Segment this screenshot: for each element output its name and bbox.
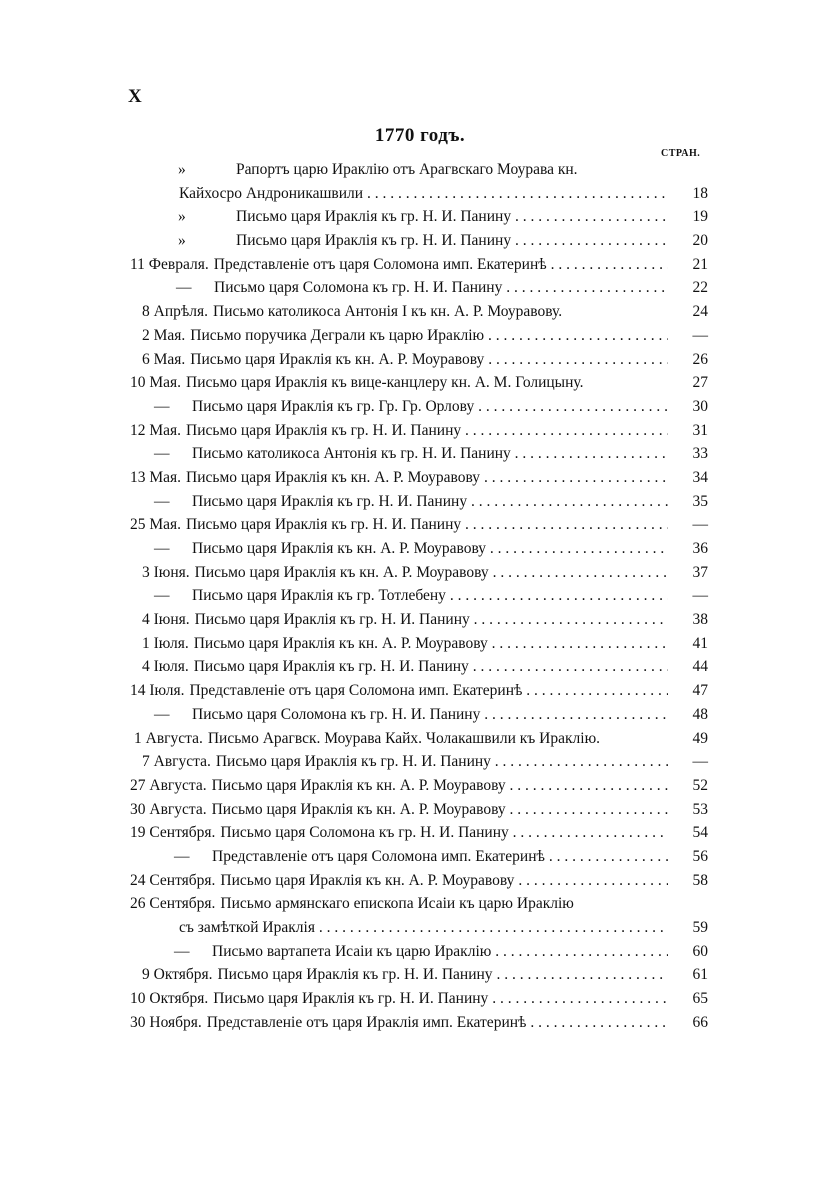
toc-row xyxy=(130,821,708,845)
entry-date: 10 Мая. xyxy=(130,374,182,392)
entry-page: — xyxy=(692,587,708,605)
toc-row xyxy=(130,395,708,419)
entry-page: 21 xyxy=(692,255,708,273)
entry-date: 30 Августа. xyxy=(130,800,207,818)
toc-row xyxy=(130,513,708,537)
entry-date: — xyxy=(154,445,170,463)
entry-date: 7 Августа. xyxy=(142,753,211,771)
toc-row xyxy=(130,490,708,514)
entry-title: Письмо католикоса Антонія къ гр. Н. И. Панину . . . xyxy=(192,442,668,466)
toc-row xyxy=(130,845,708,869)
entry-page: — xyxy=(692,516,708,534)
entry-date: 4 Іюля. xyxy=(142,658,189,676)
entry-page: 35 xyxy=(692,492,708,510)
toc-row xyxy=(130,703,708,727)
entry-date: 12 Мая. xyxy=(130,421,182,439)
entry-date: 6 Мая. xyxy=(142,350,186,368)
entry-date: — xyxy=(154,705,170,723)
entry-page: 38 xyxy=(692,611,708,629)
entry-page: 53 xyxy=(692,800,708,818)
year-heading: 1770 годъ. xyxy=(374,125,466,146)
entry-page: 66 xyxy=(692,1013,708,1031)
entry-date: 30 Ноября. xyxy=(130,1013,202,1031)
toc-row xyxy=(130,750,708,774)
entry-date: 26 Сентября. xyxy=(130,895,216,913)
toc-row xyxy=(130,798,708,822)
entry-title: Письмо царя Ираклія къ кн. А. Р. Моуравову . . . xyxy=(194,632,668,656)
entry-title: Представленіе отъ царя Ираклія имп. Екатеринѣ . . . xyxy=(207,1011,668,1035)
entry-title: Письмо царя Ираклія къ кн. А. Р. Моуравову . . . xyxy=(212,774,668,798)
entry-title: Письмо царя Ираклія къ кн. А. Р. Моуравову . . . xyxy=(186,466,668,490)
entry-date: 13 Мая. xyxy=(130,468,182,486)
entry-date: 1 Іюля. xyxy=(142,634,189,652)
entry-title: Письмо католикоса Антонія I къ кн. А. Р. Моуравову. xyxy=(213,303,563,321)
toc-row xyxy=(130,419,708,443)
entry-date: 8 Апрѣля. xyxy=(142,303,209,321)
entry-title: съ замѣткой Ираклія . . . xyxy=(179,916,668,940)
toc-row xyxy=(130,892,708,916)
toc-row xyxy=(130,869,708,893)
entry-title: Письмо царя Ираклія къ гр. Тотлебену . . . xyxy=(192,584,668,608)
entry-date: 9 Октября. xyxy=(142,966,213,984)
entry-title: Письмо царя Соломона къ гр. Н. И. Панину . . . xyxy=(220,821,668,845)
entry-page: 34 xyxy=(692,468,708,486)
entry-date: 19 Сентября. xyxy=(130,824,216,842)
entry-page: 27 xyxy=(692,374,708,392)
toc-row xyxy=(130,158,708,182)
entry-page: 52 xyxy=(692,776,708,794)
entry-page: 22 xyxy=(692,279,708,297)
entry-page: 58 xyxy=(692,871,708,889)
entry-page: 18 xyxy=(692,184,708,202)
entry-title: Письмо царя Соломона къ гр. Н. И. Панину . . . xyxy=(192,703,668,727)
toc-row xyxy=(130,466,708,490)
toc-row xyxy=(130,632,708,656)
entry-page: 41 xyxy=(692,634,708,652)
entry-title: Письмо вартапета Исаіи къ царю Ираклію . . . xyxy=(212,940,668,964)
entry-title: Письмо царя Ираклія къ кн. А. Р. Моуравову . . . xyxy=(212,798,668,822)
toc-row xyxy=(130,774,708,798)
entry-title: Рапортъ царю Ираклію отъ Арагвскаго Моурава кн. xyxy=(236,161,578,178)
entry-page: 44 xyxy=(692,658,708,676)
entry-page: 33 xyxy=(692,445,708,463)
entry-title: Письмо царя Соломона къ гр. Н. И. Панину . . . xyxy=(214,276,668,300)
entry-title: Письмо царя Ираклія къ гр. Н. И. Панину . . . xyxy=(213,987,668,1011)
entry-title: Письмо царя Ираклія къ гр. Н. И. Панину . . . xyxy=(186,419,668,443)
entry-page: 26 xyxy=(692,350,708,368)
entry-title: Письмо царя Ираклія къ гр. Н. И. Панину . . . xyxy=(192,490,668,514)
entry-page: 54 xyxy=(692,824,708,842)
entry-title: Кайхосро Андроникашвили . . . xyxy=(179,182,668,206)
entry-page: 48 xyxy=(692,705,708,723)
entry-title: Письмо царя Ираклія къ гр. Н. И. Панину . . . xyxy=(216,750,668,774)
toc-row xyxy=(130,584,708,608)
entry-date: 24 Сентября. xyxy=(130,871,216,889)
toc-row xyxy=(130,987,708,1011)
toc-row xyxy=(130,300,708,324)
entry-title: Письмо поручика Деграли къ царю Ираклію . . . xyxy=(190,324,668,348)
entry-date: — xyxy=(154,587,170,605)
entry-title: Письмо армянскаго епископа Исаіи къ царю Ираклію xyxy=(220,895,574,913)
toc-row xyxy=(130,655,708,679)
entry-title: Представленіе отъ царя Соломона имп. Екатеринѣ . . . xyxy=(214,253,668,277)
toc-row xyxy=(130,253,708,277)
entry-page: 49 xyxy=(692,729,708,747)
toc-row xyxy=(130,1011,708,1035)
entry-page: 56 xyxy=(692,847,708,865)
entry-title: Письмо Арагвск. Моурава Кайх. Чолакашвили къ Ираклію. xyxy=(207,729,601,747)
entry-page: 37 xyxy=(692,563,708,581)
table-of-contents xyxy=(130,158,708,1034)
toc-row xyxy=(130,679,708,703)
entry-date: — xyxy=(176,279,192,297)
entry-title: Представленіе отъ царя Соломона имп. Екатеринѣ . . . xyxy=(212,845,668,869)
entry-date: » xyxy=(178,161,186,178)
entry-page: 19 xyxy=(692,208,708,226)
entry-date: 1 Августа. xyxy=(134,729,203,747)
entry-title: Письмо царя Ираклія къ гр. Н. И. Панину . . . xyxy=(236,229,668,253)
toc-row xyxy=(130,324,708,348)
entry-page: 59 xyxy=(692,919,708,936)
toc-row xyxy=(130,940,708,964)
entry-date: 11 Февраля. xyxy=(130,255,209,273)
entry-date: — xyxy=(154,492,170,510)
entry-page: 31 xyxy=(692,421,708,439)
entry-page: 61 xyxy=(692,966,708,984)
entry-page: 60 xyxy=(692,942,708,960)
entry-date: » xyxy=(178,208,186,226)
entry-title: Письмо царя Ираклія къ кн. А. Р. Моуравову . . . xyxy=(190,348,668,372)
toc-row xyxy=(130,442,708,466)
entry-page: 24 xyxy=(692,303,708,321)
entry-page: 65 xyxy=(692,990,708,1008)
toc-row xyxy=(130,371,708,395)
toc-row xyxy=(130,561,708,585)
entry-page: 20 xyxy=(692,232,708,250)
entry-title: Письмо царя Ираклія къ гр. Н. И. Панину . . . xyxy=(194,655,668,679)
entry-title: Представленіе отъ царя Соломона имп. Екатеринѣ . . . xyxy=(189,679,668,703)
toc-row xyxy=(130,205,708,229)
entry-title: Письмо царя Ираклія къ гр. Гр. Гр. Орлову . . . xyxy=(192,395,668,419)
entry-page: 47 xyxy=(692,682,708,700)
entry-title: Письмо царя Ираклія къ кн. А. Р. Моуравову . . . xyxy=(220,869,668,893)
entry-date: — xyxy=(154,397,170,415)
page-column-label: СТРАН. xyxy=(661,148,701,159)
entry-date: » xyxy=(178,232,186,250)
entry-date: — xyxy=(154,540,170,557)
entry-date: — xyxy=(174,847,190,865)
entry-title: Письмо царя Ираклія къ гр. Н. И. Панину . . . xyxy=(186,513,668,537)
entry-date: 4 Іюня. xyxy=(142,611,190,629)
toc-row xyxy=(130,727,708,751)
entry-date: 10 Октября. xyxy=(130,990,209,1008)
toc-row xyxy=(130,229,708,253)
toc-row xyxy=(130,537,708,561)
entry-date: 3 Іюня. xyxy=(142,563,190,581)
entry-title: Письмо царя Ираклія къ кн. А. Р. Моуравову . . . xyxy=(195,561,668,585)
entry-page: 30 xyxy=(692,397,708,415)
toc-row xyxy=(130,608,708,632)
entry-title: Письмо царя Ираклія къ гр. Н. И. Панину . . . xyxy=(217,963,668,987)
toc-row xyxy=(130,916,708,940)
entry-date: 27 Августа. xyxy=(130,776,207,794)
toc-row xyxy=(130,348,708,372)
entry-date: 2 Мая. xyxy=(142,326,186,344)
entry-date: — xyxy=(174,942,190,960)
toc-row xyxy=(130,276,708,300)
entry-title: Письмо царя Ираклія къ вице-канцлеру кн. А. М. Голицыну. xyxy=(186,374,584,392)
entry-title: Письмо царя Ираклія къ кн. А. Р. Моуравову . . . xyxy=(192,537,668,561)
entry-page: — xyxy=(692,753,708,771)
entry-title: Письмо царя Ираклія къ гр. Н. И. Панину . . . xyxy=(236,205,668,229)
entry-title: Письмо царя Ираклія къ гр. Н. И. Панину . . . xyxy=(195,608,668,632)
page-number: X xyxy=(128,86,142,107)
toc-row xyxy=(130,963,708,987)
toc-row xyxy=(130,182,708,206)
entry-page: 36 xyxy=(692,540,708,557)
entry-date: 25 Мая. xyxy=(130,516,182,534)
entry-page: — xyxy=(692,326,708,344)
entry-date: 14 Іюля. xyxy=(130,682,185,700)
